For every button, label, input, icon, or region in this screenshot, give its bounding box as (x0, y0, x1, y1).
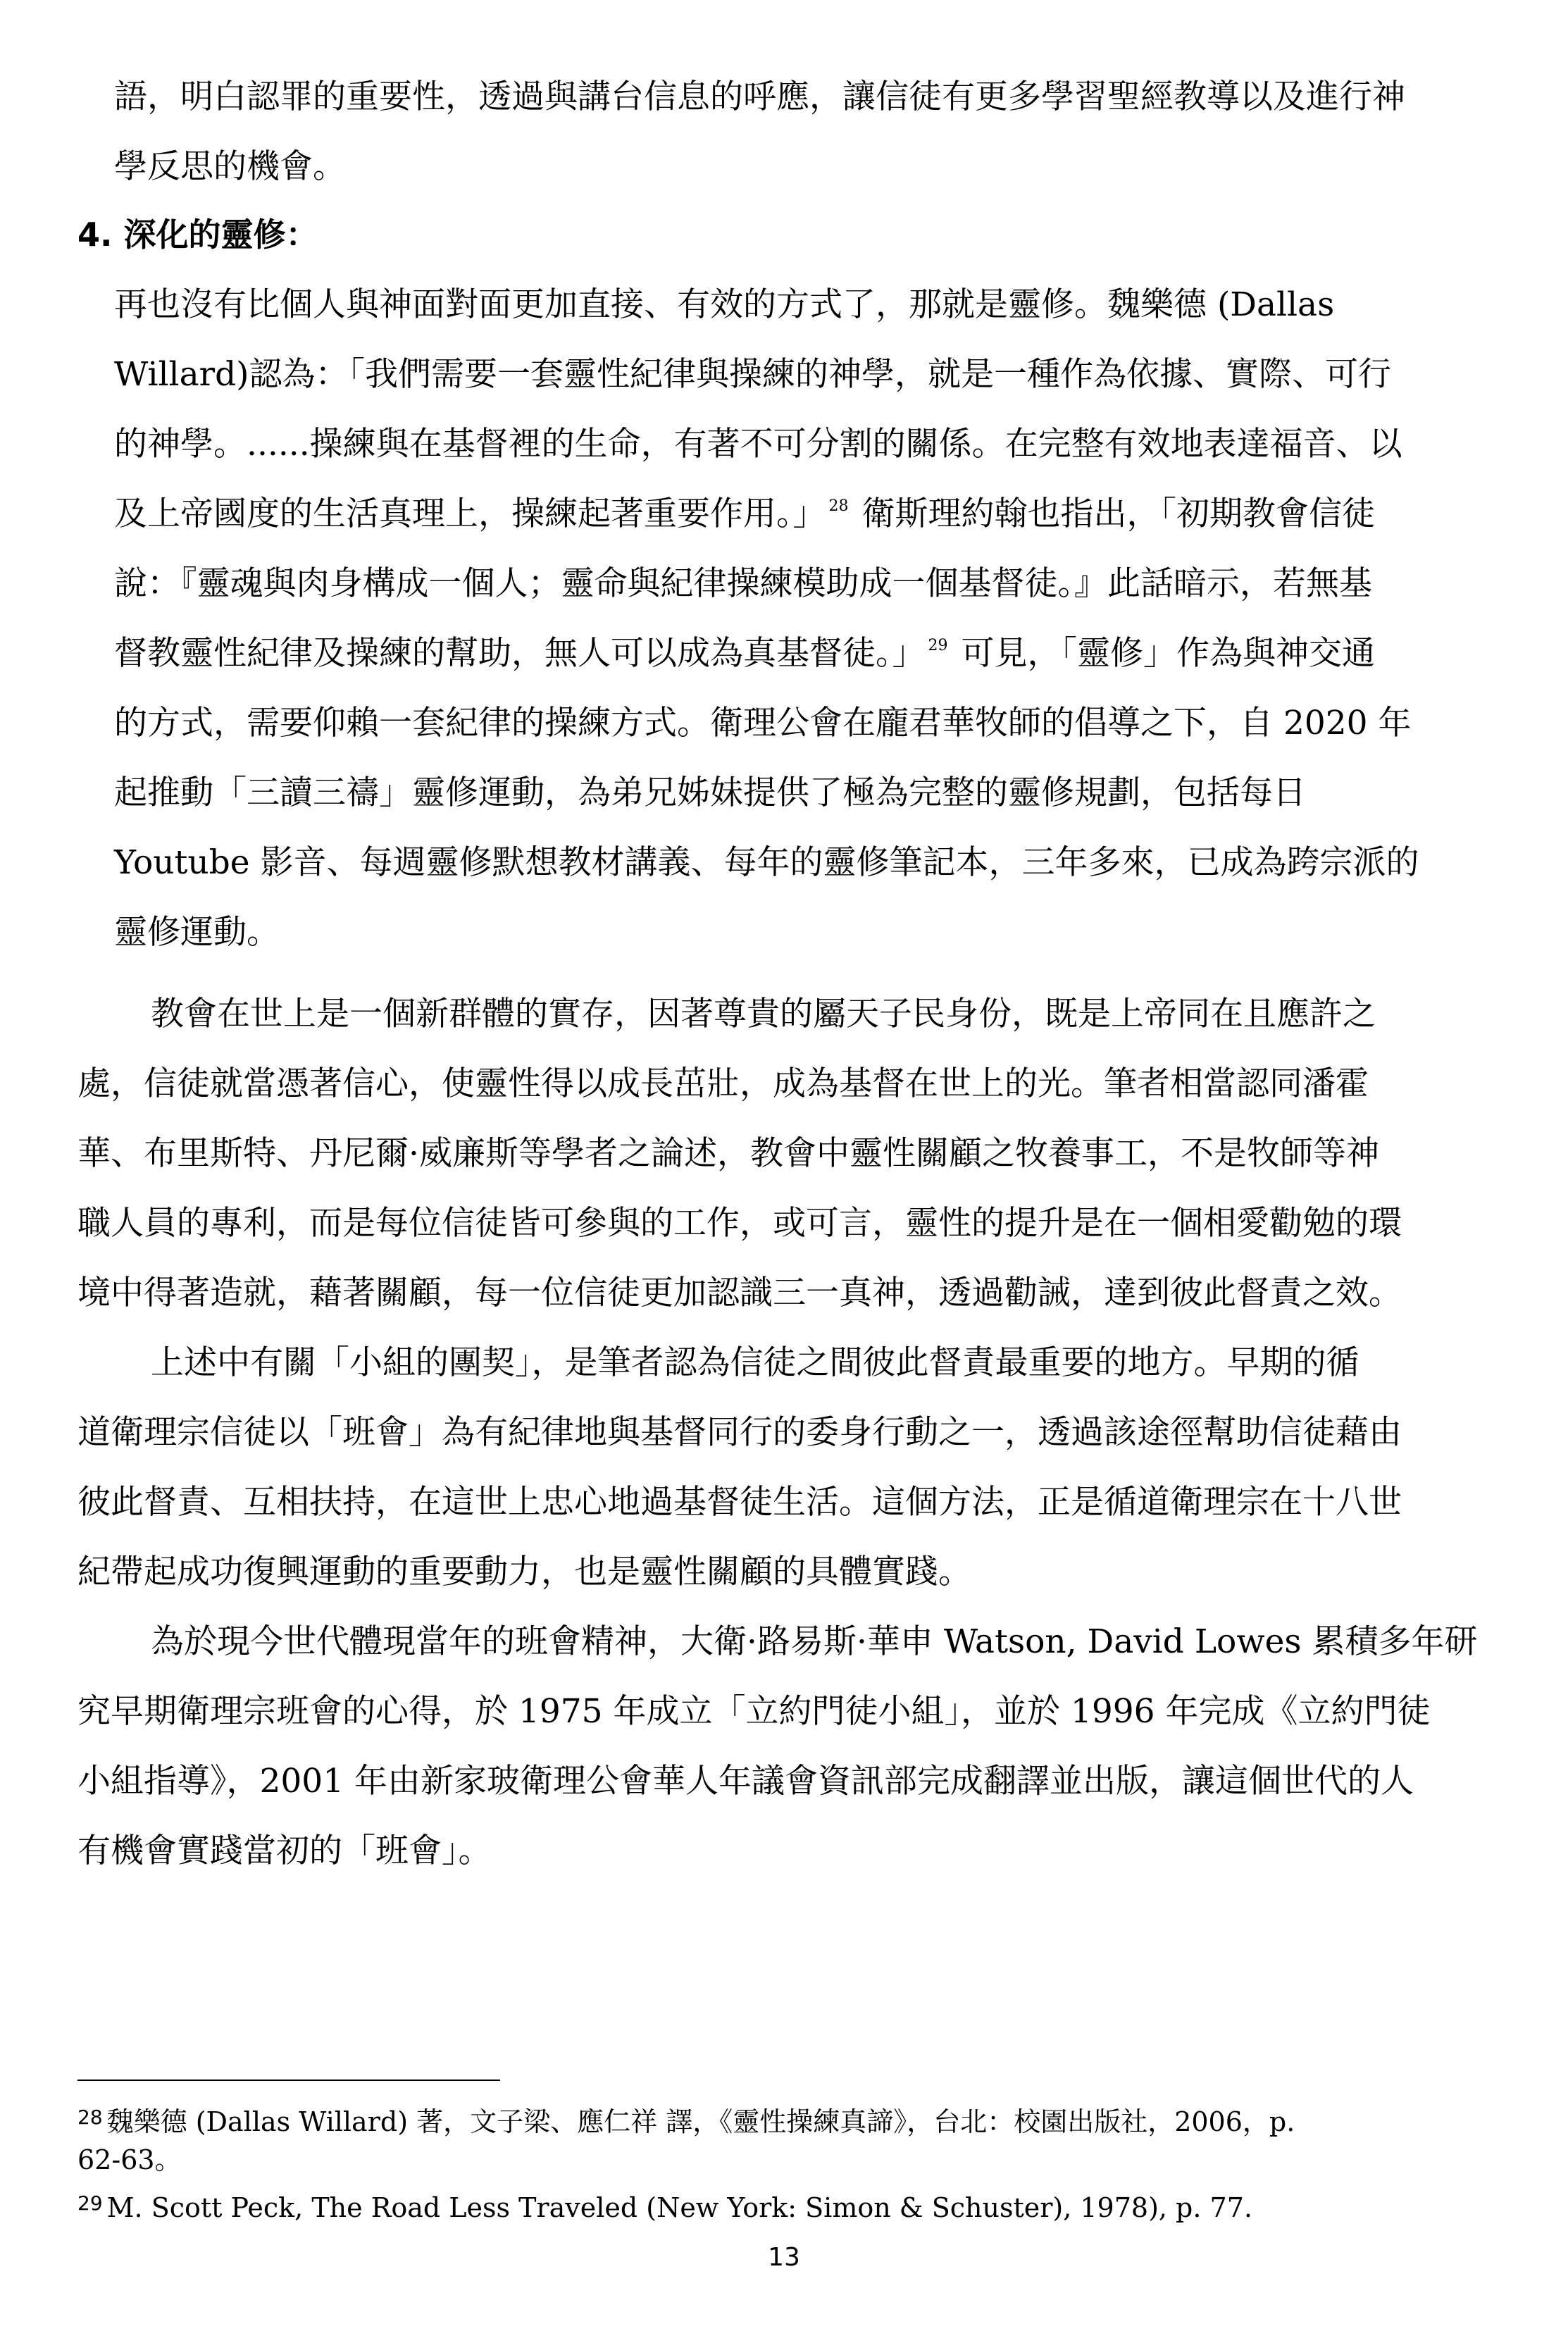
text-line: 境中得著造就，藉著關顧，每一位信徒更加認識三一真神，透過勸誡，達到彼此督責之效。 (77, 1274, 1402, 1312)
text-line: 學反思的機會。 (114, 147, 346, 186)
text-line: 有機會實踐當初的「班會」。 (77, 1832, 492, 1870)
text-line: 上述中有關「小組的團契」，是筆者認為信徒之間彼此督責最重要的地方。早期的循 (151, 1343, 1359, 1382)
text-line: 紀帶起成功復興運動的重要動力，也是靈性關顧的具體實踐。 (77, 1553, 971, 1591)
text-segment: 督教靈性紀律及操練的幫助，無人可以成為真基督徒。」 (114, 634, 926, 673)
footnote-number: 28 (77, 2106, 103, 2129)
text-line: 彼此督責、互相扶持，在這世上忠心地過基督徒生活。這個方法，正是循道衛理宗在十八世 (77, 1483, 1402, 1522)
footnote-text: 魏樂德 (Dallas Willard) 著，文子梁、應仁祥 譯，《靈性操練真諦》，台北：校園出版社，2006，p. (106, 2106, 1295, 2137)
text-segment: 及上帝國度的生活真理上，操練起著重要作用。」 (114, 495, 826, 533)
text-line (114, 619, 1502, 688)
text-line: Willard)認為：「我們需要一套靈性紀律與操練的神學，就是一種作為依據、實際、可行 (114, 355, 1391, 394)
text-line: 再也沒有比個人與神面對面更加直接、有效的方式了，那就是靈修。魏樂德 (Dallas (114, 285, 1335, 324)
footnote-text: M. Scott Peck, The Road Less Traveled (New York: Simon & Schuster), 1978), p. 77. (106, 2192, 1252, 2223)
text-line: 的方式，需要仰賴一套紀律的操練方式。衛理公會在龐君華牧師的倡導之下，自 2020 年 (114, 704, 1412, 742)
text-line: 職人員的專利，而是每位信徒皆可參與的工作，或可言，靈性的提升是在一個相愛勸勉的環 (77, 1204, 1402, 1243)
text-line: 華、布里斯特、丹尼爾·威廉斯等學者之論述，教會中靈性關顧之牧養事工，不是牧師等神 (77, 1134, 1379, 1173)
page-number: 13 (768, 2243, 800, 2272)
footnote-28-continued: 62-63。 (77, 2144, 182, 2175)
text-line: 究早期衛理宗班會的心得，於 1975 年成立「立約門徒小組」，並於 1996 年完成《立約門徒 (77, 1692, 1431, 1731)
text-line: 的神學。......操練與在基督裡的生命，有著不可分割的關係。在完整有效地表達福音、以 (114, 425, 1402, 464)
text-line: 語，明白認罪的重要性，透過與講台信息的呼應，讓信徒有更多學習聖經教導以及進行神 (114, 77, 1405, 116)
text-line: 說：『靈魂與肉身構成一個人；靈命與紀律操練模助成一個基督徒。』此話暗示，若無基 (114, 564, 1372, 603)
text-line (114, 479, 1502, 549)
text-line: 道衛理宗信徒以「班會」為有紀律地與基督同行的委身行動之一，透過該途徑幫助信徒藉由 (77, 1413, 1402, 1452)
text-line: 小組指導》，2001 年由新家玻衛理公會華人年議會資訊部完成翻譯並出版，讓這個世代的人 (77, 1762, 1414, 1801)
footnote-29 (77, 2182, 1507, 2229)
text-line: 教會在世上是一個新群體的實存，因著尊貴的屬天子民身份，既是上帝同在且應許之 (151, 995, 1376, 1033)
footnote-ref-28[interactable]: 28 (828, 497, 849, 515)
footnote-ref-29[interactable]: 29 (928, 637, 948, 654)
text-line: 為於現今世代體現當年的班會精神，大衛·路易斯·華申 Watson, David Lowes 累積多年研 (151, 1622, 1478, 1661)
footnote-separator (77, 2080, 500, 2081)
text-line: 處，信徒就當憑著信心，使靈性得以成長茁壯，成為基督在世上的光。筆者相當認同潘霍 (77, 1064, 1369, 1103)
text-line: 起推動「三讀三禱」靈修運動，為弟兄姊妹提供了極為完整的靈修規劃，包括每日 (114, 773, 1306, 812)
text-line: Youtube 影音、每週靈修默想教材講義、每年的靈修筆記本，三年多來，已成為跨宗派的 (114, 843, 1419, 882)
footnote-28 (77, 2096, 1507, 2143)
text-segment: 可見，「靈修」作為與神交通 (950, 634, 1375, 673)
section-heading: 4. 深化的靈修： (77, 216, 318, 254)
footnote-number: 29 (77, 2192, 103, 2215)
text-segment: 衛斯理約翰也指出，「初期教會信徒 (851, 495, 1375, 533)
text-line: 靈修運動。 (114, 913, 280, 952)
